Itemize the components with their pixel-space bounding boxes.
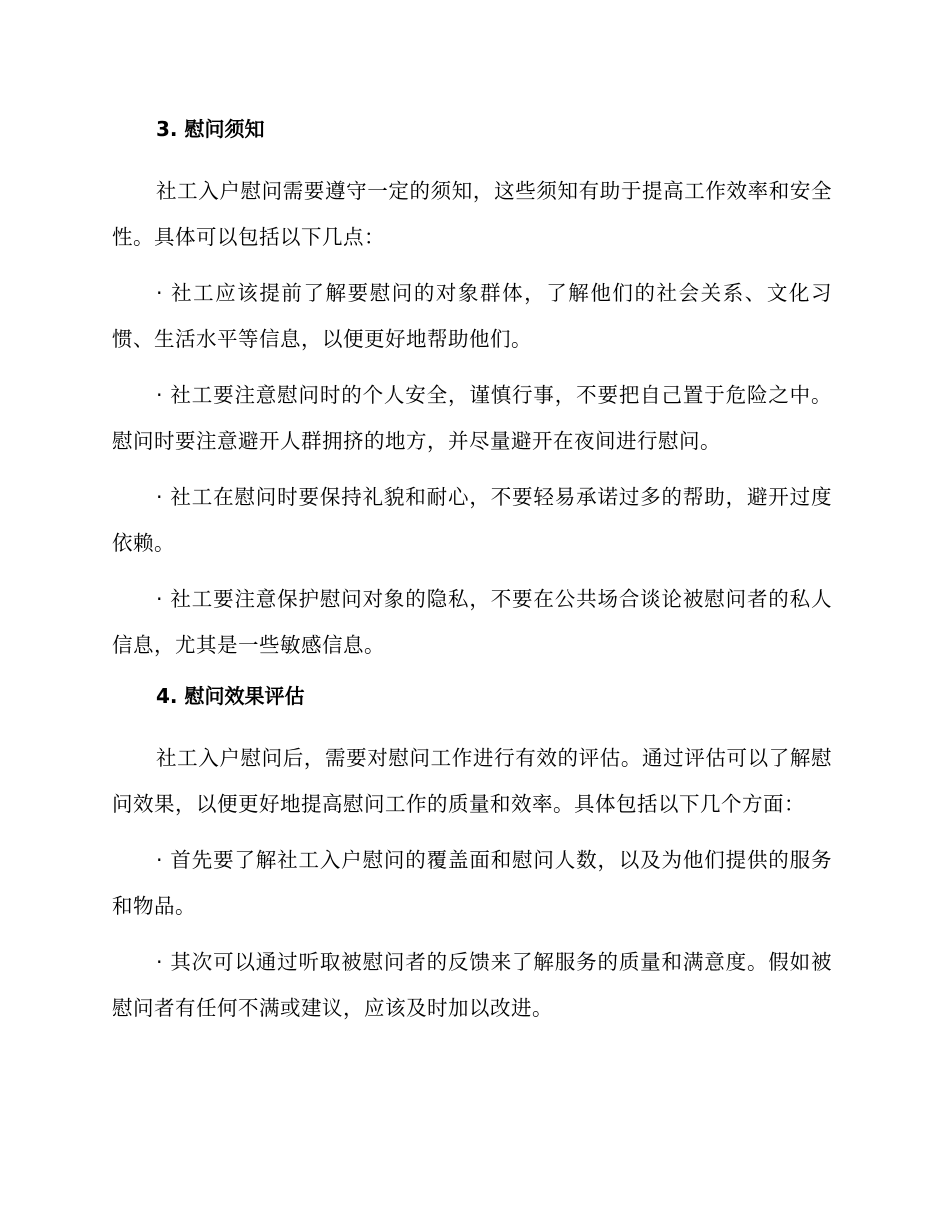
bullet-paragraph: · 社工应该提前了解要慰问的对象群体，了解他们的社会关系、文化习惯、生活水平等信息，以便更好地帮助他们。 [112, 281, 832, 351]
bullet-paragraph: · 首先要了解社工入户慰问的覆盖面和慰问人数，以及为他们提供的服务和物品。 [112, 848, 832, 918]
bullet-paragraph: · 社工要注意保护慰问对象的隐私，不要在公共场合谈论被慰问者的私人信息，尤其是一些敏感信息。 [112, 587, 832, 657]
paragraph: 社工入户慰问后，需要对慰问工作进行有效的评估。通过评估可以了解慰问效果，以便更好地提高慰问工作的质量和效率。具体包括以下几个方面： [112, 746, 832, 816]
bullet-paragraph: · 其次可以通过听取被慰问者的反馈来了解服务的质量和满意度。假如被慰问者有任何不满或建议，应该及时加以改进。 [112, 950, 832, 1020]
paragraph: 社工入户慰问需要遵守一定的须知，这些须知有助于提高工作效率和安全性。具体可以包括以下几点： [112, 179, 832, 249]
section-heading-3: 3. 慰问须知 [156, 117, 265, 141]
section-heading-4: 4. 慰问效果评估 [156, 684, 305, 708]
document-body [112, 111, 832, 1041]
bullet-paragraph: · 社工在慰问时要保持礼貌和耐心，不要轻易承诺过多的帮助，避开过度依赖。 [112, 485, 832, 555]
bullet-paragraph: · 社工要注意慰问时的个人安全，谨慎行事，不要把自己置于危险之中。慰问时要注意避开人群拥挤的地方，并尽量避开在夜间进行慰问。 [112, 383, 832, 453]
